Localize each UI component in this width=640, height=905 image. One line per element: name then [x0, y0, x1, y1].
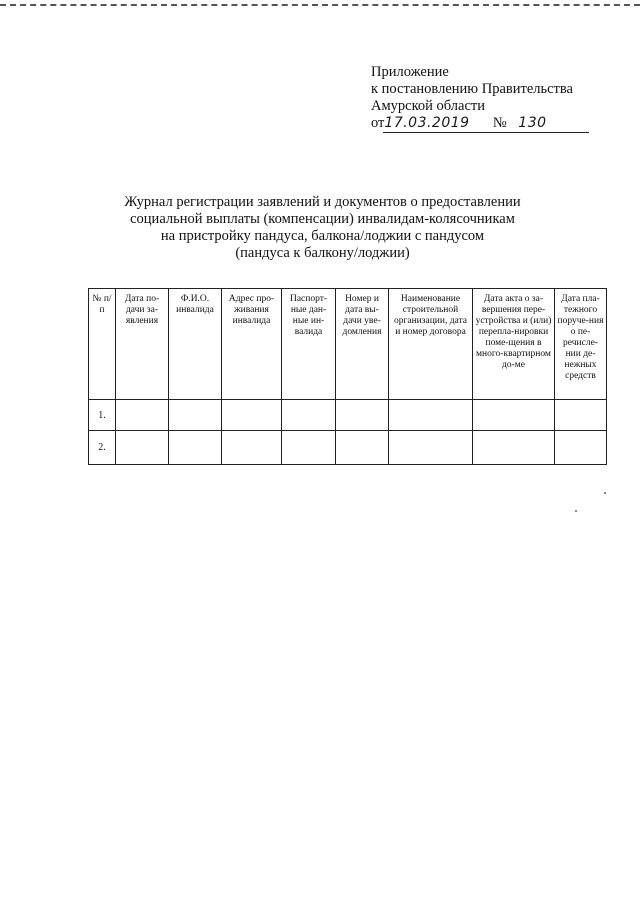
header-submission-date: Дата по-дачи за-явления: [116, 289, 169, 400]
table-cell: [116, 400, 169, 431]
table-cell: [169, 400, 222, 431]
header-notification: Номер и дата вы-дачи уве-домления: [336, 289, 389, 400]
header-num: № п/п: [89, 289, 116, 400]
table-cell: [282, 400, 336, 431]
scan-speck: [604, 492, 606, 494]
table-cell: [116, 431, 169, 465]
table-cell: [473, 400, 555, 431]
title-line-1: Журнал регистрации заявлений и документов о предоставлении: [124, 194, 521, 210]
document-title: [100, 194, 545, 262]
header-organization: Наименование строительной организации, дата и номер договора: [389, 289, 473, 400]
top-dashed-border: [0, 4, 640, 6]
appendix-line-3: Амурской области: [371, 98, 485, 114]
header-full-name: Ф.И.О. инвалида: [169, 289, 222, 400]
header-passport: Паспорт-ные дан-ные ин-валида: [282, 289, 336, 400]
header-address: Адрес про-живания инвалида: [222, 289, 282, 400]
table-header-row: [89, 289, 607, 400]
table-cell: [336, 400, 389, 431]
number-sign: №: [492, 115, 507, 131]
header-payment-date: Дата пла-тежного поруче-ния о пе-речисле-нии де-нежных средств: [555, 289, 607, 400]
table-cell: [169, 431, 222, 465]
table-cell: [389, 400, 473, 431]
table-cell: [473, 431, 555, 465]
table-cell: [222, 431, 282, 465]
row-number: 1.: [89, 400, 116, 431]
appendix-block: [371, 64, 573, 132]
table-cell: [282, 431, 336, 465]
title-line-2: социальной выплаты (компенсации) инвалидам-колясочникам: [130, 211, 515, 227]
handwritten-number: 130: [518, 115, 547, 131]
title-line-4: (пандуса к балкону/лоджии): [235, 245, 410, 261]
appendix-date-row: [371, 115, 573, 132]
row-number: 2.: [89, 431, 116, 465]
table-row: [89, 400, 607, 431]
table-cell: [555, 431, 607, 465]
registration-journal-table: [88, 288, 607, 465]
table-cell: [336, 431, 389, 465]
appendix-line-1: Приложение: [371, 64, 449, 80]
header-act-date: Дата акта о за-вершения пере-устройства и (или) перепла-нировки поме-щения в много-квартирном до-ме: [473, 289, 555, 400]
scan-speck: [575, 510, 577, 512]
appendix-line-2: к постановлению Правительства: [371, 81, 573, 97]
table-cell: [389, 431, 473, 465]
date-prefix: от: [371, 115, 385, 131]
date-underline: [383, 132, 589, 133]
table-row: [89, 431, 607, 465]
table-cell: [555, 400, 607, 431]
title-line-3: на пристройку пандуса, балкона/лоджии с пандусом: [160, 228, 485, 244]
table-cell: [222, 400, 282, 431]
handwritten-date: 17.03.2019: [384, 115, 470, 131]
